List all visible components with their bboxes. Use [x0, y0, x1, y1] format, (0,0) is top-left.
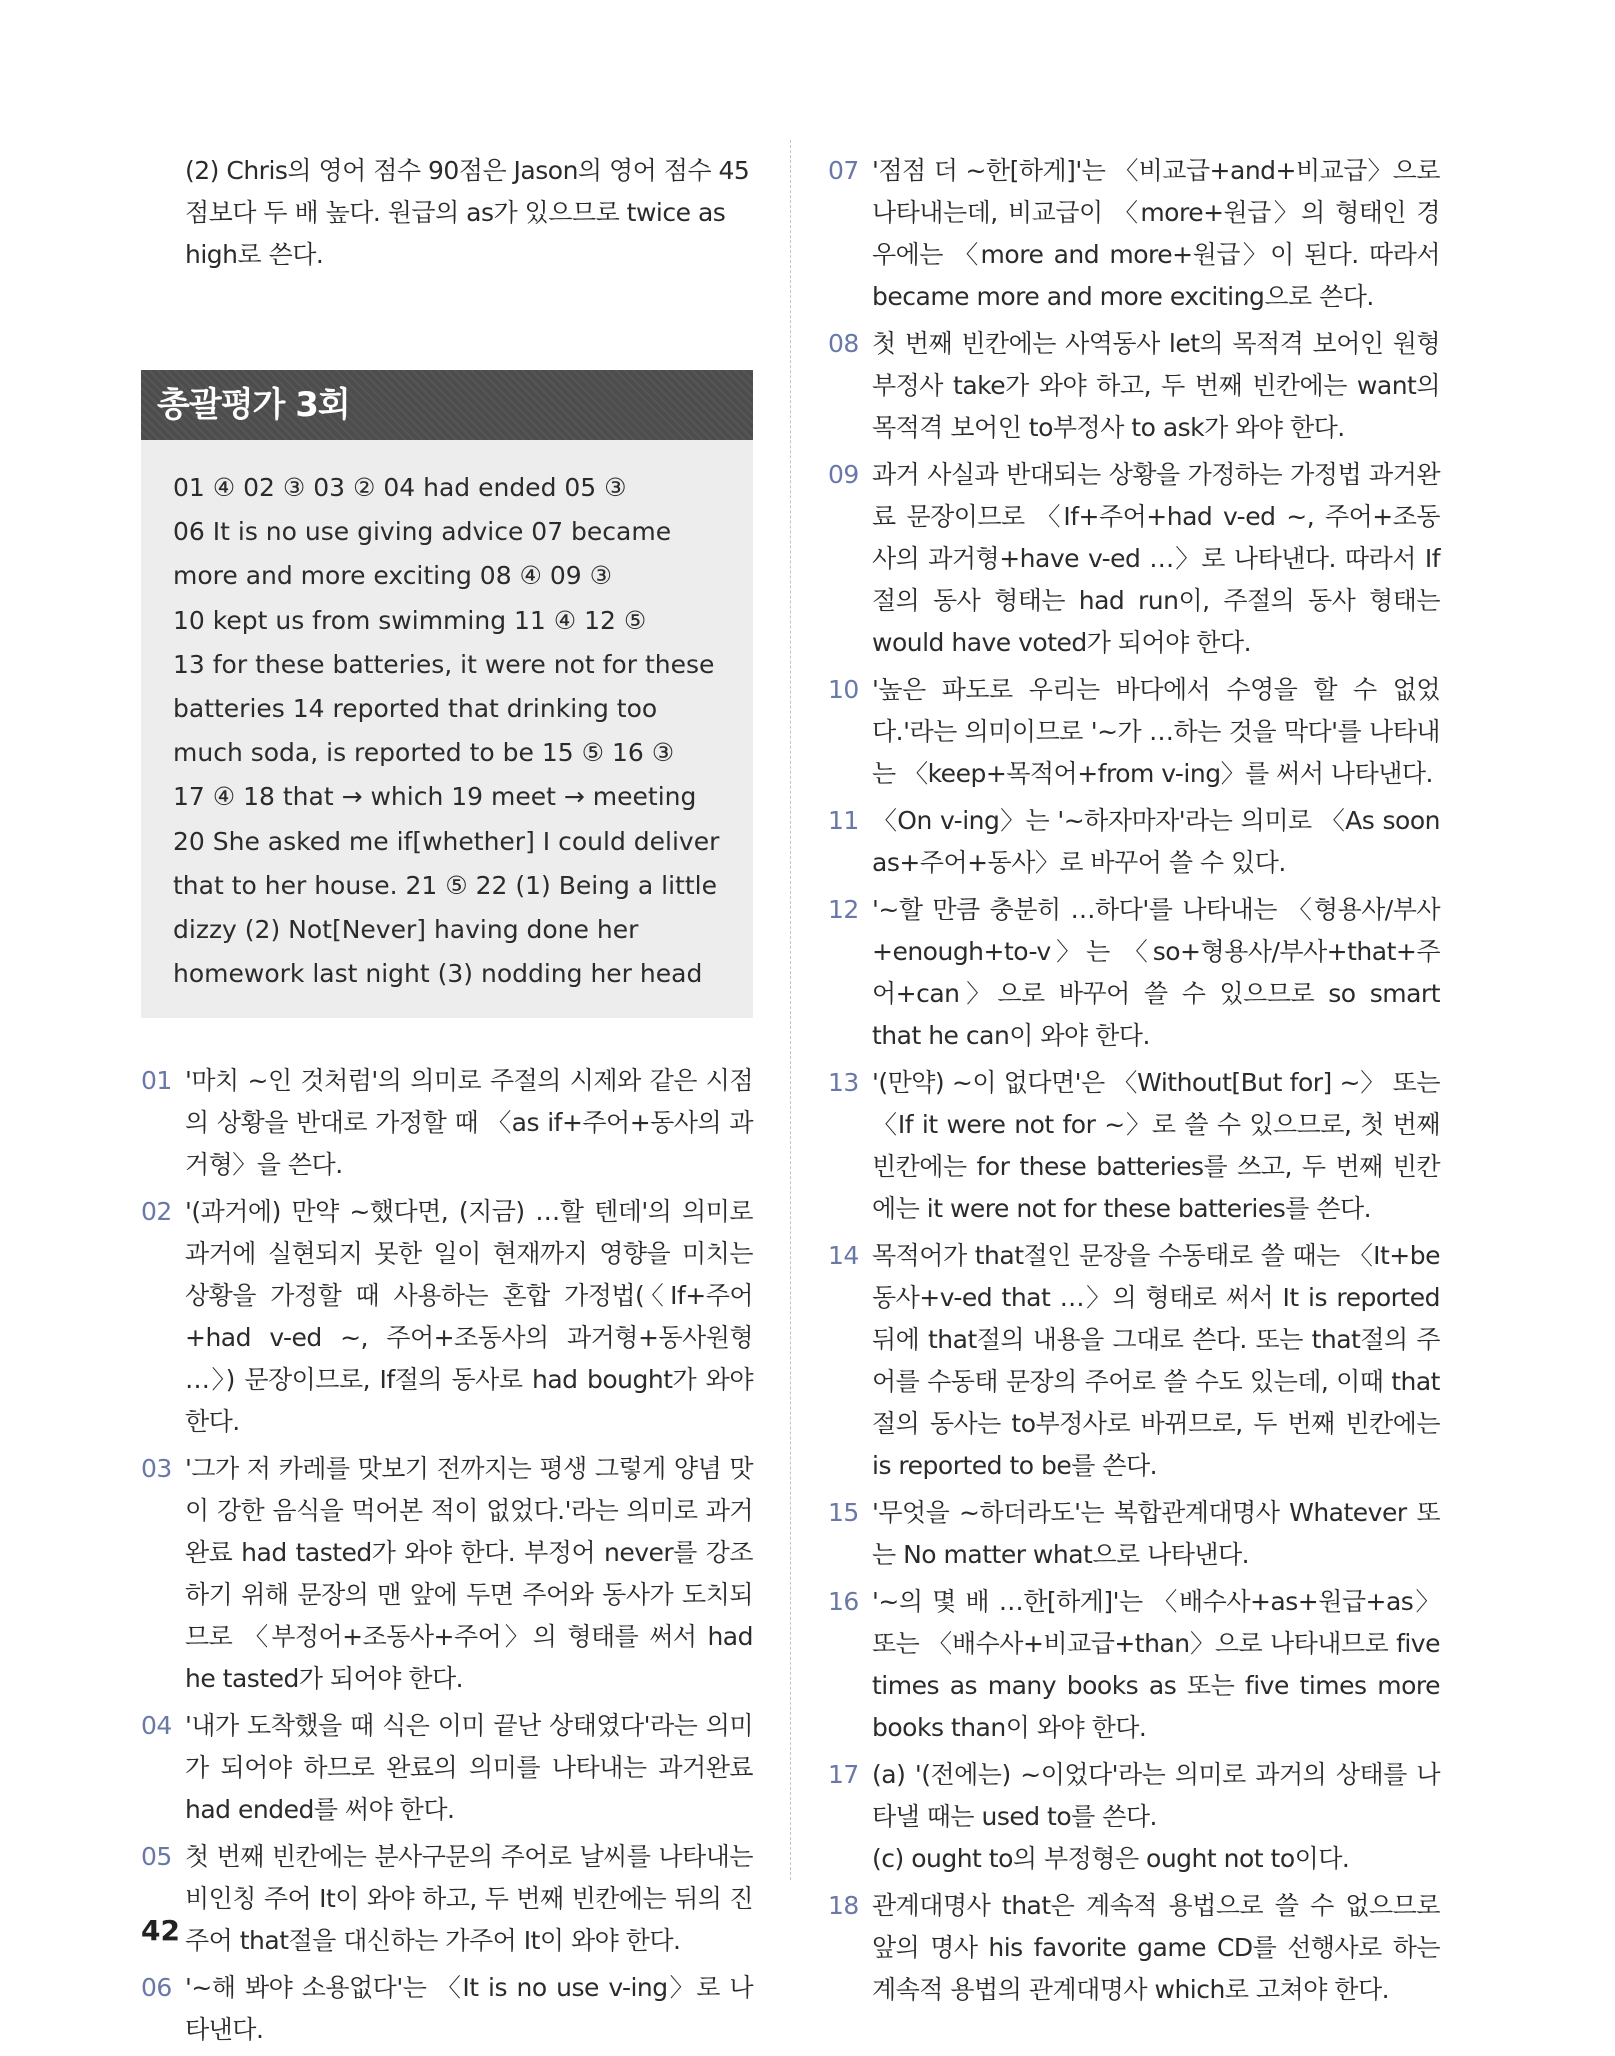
explanation-text: 관계대명사 that은 계속적 용법으로 쓸 수 없으므로 앞의 명사 his favorite game CD를 선행사로 하는 계속적 용법의 관계대명사 which로 고쳐야 한다. [872, 1891, 1440, 2004]
explanation-number: 11 [828, 806, 859, 835]
explanation-number: 15 [828, 1498, 859, 1527]
explanation-text: '~해 봐야 소용없다'는 〈It is no use v-ing〉로 나타낸다. [185, 1973, 753, 2044]
explanation-number: 10 [828, 675, 859, 704]
answer-key-text: 01 ④ 02 ③ 03 ② 04 had ended 05 ③ 06 It is no use giving advice 07 became more and more exciting 08 ④ 09 ③ 10 kept us from swimming 11 ④ 12 ⑤ 13 for these batteries, it were not for these batteries 14 reported that drinking too much soda, is reported to be 15 ⑤ 16 ③ 17 ④ 18 that → which 19 meet → meeting 20 She asked me if[whether] I could deliver that to her house. 21 ⑤ 22 (1) Being a little dizzy (2) Not[Never] having done her homework last night (3) nodding her head [173, 473, 720, 989]
explanation-text: '내가 도착했을 때 식은 이미 끝난 상태였다'라는 의미가 되어야 하므로 완료의 의미를 나타내는 과거완료 had ended를 써야 한다. [185, 1711, 753, 1824]
explanation-number: 08 [828, 329, 859, 358]
explanation-item [828, 800, 1440, 884]
explanation-item [141, 1060, 753, 1186]
column-divider [790, 140, 791, 1880]
explanation-text: '그가 저 카레를 맛보기 전까지는 평생 그렇게 양념 맛이 강한 음식을 먹어본 적이 없었다.'라는 의미로 과거완료 had tasted가 와야 한다. 부정어 never를 강조하기 위해 문장의 맨 앞에 두면 주어와 동사가 도치되므로 〈부정어+조동사+주어〉의 형태를 써서 had he tasted가 되어야 한다. [185, 1454, 753, 1693]
explanation-text: '(만약) ~이 없다면'은 〈Without[But for] ~〉 또는 〈If it were not for ~〉로 쓸 수 있으므로, 첫 번째 빈칸에는 for these batteries를 쓰고, 두 번째 빈칸에는 it were not for these batteries를 쓴다. [872, 1068, 1440, 1223]
explanation-text: 〈On v-ing〉는 '~하자마자'라는 의미로 〈As soon as+주어+동사〉로 바꾸어 쓸 수 있다. [872, 806, 1440, 877]
explanation-number: 07 [828, 156, 859, 185]
explanation-number: 06 [141, 1973, 172, 2002]
explanation-number: 03 [141, 1454, 172, 1483]
explanation-item [828, 1062, 1440, 1230]
explanation-item [828, 1754, 1440, 1880]
explanation-text: 과거 사실과 반대되는 상황을 가정하는 가정법 과거완료 문장이므로 〈If+주어+had v-ed ~, 주어+조동사의 과거형+have v-ed …〉로 나타낸다. 따라서 If절의 동사 형태는 had run이, 주절의 동사 형태는 would have voted가 되어야 한다. [872, 460, 1440, 657]
explanation-item [828, 1885, 1440, 2011]
explanation-number: 05 [141, 1842, 172, 1871]
explanation-number: 13 [828, 1068, 859, 1097]
explanation-text: 목적어가 that절인 문장을 수동태로 쓸 때는 〈It+be동사+v-ed that …〉의 형태로 써서 It is reported 뒤에 that절의 내용을 그대로 쓴다. 또는 that절의 주어를 수동태 문장의 주어로 쓸 수도 있는데, 이때 that절의 동사는 to부정사로 바뀌므로, 두 번째 빈칸에는 is reported to be를 쓴다. [872, 1241, 1440, 1480]
page-number: 42 [141, 1914, 180, 1947]
explanation-text: '높은 파도로 우리는 바다에서 수영을 할 수 없었다.'라는 의미이므로 '~가 …하는 것을 막다'를 나타내는 〈keep+목적어+from v-ing〉를 써서 나타낸다. [872, 675, 1440, 788]
explanation-text: (a) '(전에는) ~이었다'라는 의미로 과거의 상태를 나타낼 때는 used to를 쓴다. (c) ought to의 부정형은 ought not to이다. [872, 1760, 1440, 1873]
explanation-item [141, 1836, 753, 1962]
explanation-text: '~의 몇 배 …한[하게]'는 〈배수사+as+원급+as〉 또는 〈배수사+비교급+than〉으로 나타내므로 five times as many books as 또는 five times more books than이 와야 한다. [872, 1587, 1440, 1742]
explanation-item [141, 1191, 753, 1443]
explanation-number: 17 [828, 1760, 859, 1789]
explanation-item [828, 1235, 1440, 1487]
explanation-number: 18 [828, 1891, 859, 1920]
explanation-number: 02 [141, 1197, 172, 1226]
answer-key-box [141, 440, 753, 1018]
explanation-number: 16 [828, 1587, 859, 1616]
left-explanations [141, 1060, 753, 2056]
section-title: 총괄평가 3회 [157, 385, 350, 425]
explanation-number: 09 [828, 460, 859, 489]
explanation-item [141, 1705, 753, 1831]
explanation-number: 01 [141, 1066, 172, 1095]
explanation-item [828, 669, 1440, 795]
explanation-item [828, 323, 1440, 449]
explanation-text: '~할 만큼 충분히 …하다'를 나타내는 〈형용사/부사+enough+to-v〉는 〈so+형용사/부사+that+주어+can〉으로 바꾸어 쓸 수 있으므로 so smart that he can이 와야 한다. [872, 895, 1440, 1050]
explanation-item [141, 1967, 753, 2051]
explanation-text: '점점 더 ~한[하게]'는 〈비교급+and+비교급〉으로 나타내는데, 비교급이 〈more+원급〉의 형태인 경우에는 〈more and more+원급〉이 된다. 따라서 became more and more exciting으로 쓴다. [872, 156, 1440, 311]
explanation-item [828, 150, 1440, 318]
right-explanations [828, 150, 1440, 2016]
explanation-text: 첫 번째 빈칸에는 사역동사 let의 목적격 보어인 원형부정사 take가 와야 하고, 두 번째 빈칸에는 want의 목적격 보어인 to부정사 to ask가 와야 한다. [872, 329, 1440, 442]
explanation-item [828, 1581, 1440, 1749]
section-header [141, 370, 753, 440]
explanation-item [828, 889, 1440, 1057]
explanation-text: '무엇을 ~하더라도'는 복합관계대명사 Whatever 또는 No matter what으로 나타낸다. [872, 1498, 1440, 1569]
intro-paragraph: (2) Chris의 영어 점수 90점은 Jason의 영어 점수 45점보다 두 배 높다. 원급의 as가 있으므로 twice as high로 쓴다. [185, 156, 750, 269]
explanation-text: '마치 ~인 것처럼'의 의미로 주절의 시제와 같은 시점의 상황을 반대로 가정할 때 〈as if+주어+동사의 과거형〉을 쓴다. [185, 1066, 753, 1179]
explanation-number: 14 [828, 1241, 859, 1270]
explanation-item [828, 454, 1440, 664]
explanation-text: 첫 번째 빈칸에는 분사구문의 주어로 날씨를 나타내는 비인칭 주어 It이 와야 하고, 두 번째 빈칸에는 뒤의 진주어 that절을 대신하는 가주어 It이 와야 한다. [185, 1842, 753, 1955]
explanation-item [141, 1448, 753, 1700]
explanation-number: 04 [141, 1711, 172, 1740]
explanation-item [828, 1492, 1440, 1576]
explanation-text: '(과거에) 만약 ~했다면, (지금) …할 텐데'의 의미로 과거에 실현되지 못한 일이 현재까지 영향을 미치는 상황을 가정할 때 사용하는 혼합 가정법(〈If+주어+had v-ed ~, 주어+조동사의 과거형+동사원형 …〉) 문장이므로, If절의 동사로 had bought가 와야 한다. [185, 1197, 753, 1436]
explanation-number: 12 [828, 895, 859, 924]
